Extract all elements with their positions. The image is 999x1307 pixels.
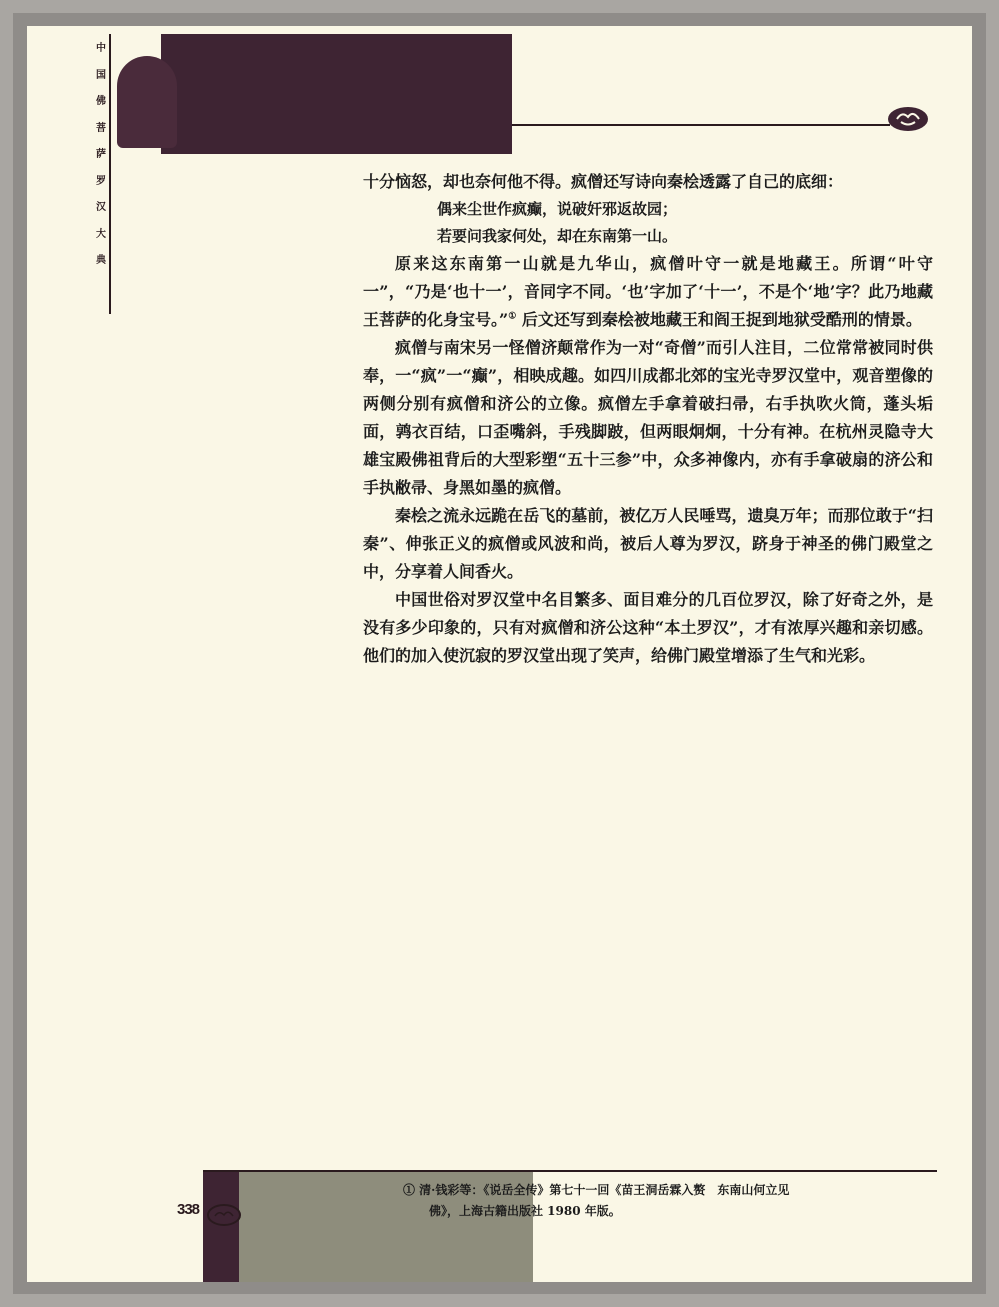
footer-dark-strip: [203, 1172, 239, 1282]
series-title-vertical: [93, 36, 109, 275]
series-title-char: 罗: [96, 175, 106, 187]
header-rule: [512, 124, 890, 126]
paragraph: 十分恼怒，却也奈何他不得。疯僧还写诗向秦桧透露了自己的底细：: [363, 172, 844, 191]
series-title-char: 典: [96, 255, 106, 266]
paragraph: 秦桧之流永远跪在岳飞的墓前，被亿万人民唾骂，遗臭万年；而那位敢于“扫秦”、伸张正义的疯僧或风波和尚，被后人尊为罗汉，跻身于神圣的佛门殿堂之中，分享着人间香火。: [363, 506, 933, 581]
poem-line: 若要问我家何处，却在东南第一山。: [437, 227, 678, 245]
paragraph-text: 原来这东南第一山就是九华山，疯僧叶守一就是地藏王。所谓“叶守一”，“乃是‘也十一’，音同字不同。‘也’字加了‘十一’，不是个‘地’字？此乃地藏王菩萨的化身宝号。”: [363, 254, 933, 329]
footnote-reference: ①: [508, 311, 517, 322]
page-number: 338: [177, 1201, 200, 1218]
page-cloud-ornament-icon: [207, 1204, 241, 1226]
main-text: [363, 168, 933, 670]
footnote: [403, 1180, 943, 1222]
series-title-char: 菩: [96, 122, 106, 134]
paragraph-text: 后文还写到秦桧被地藏王和阎王捉到地狱受酷刑的情景。: [521, 310, 922, 329]
book-page: [27, 26, 972, 1282]
header-image-block: [161, 34, 512, 154]
series-title-char: 中: [96, 43, 106, 54]
paragraph: 疯僧与南宋另一怪僧济颠常作为一对“奇僧”而引人注目，二位常常被同时供奉，一“疯”一“癫”，相映成趣。如四川成都北郊的宝光寺罗汉堂中，观音塑像的两侧分别有疯僧和济公的立像。疯僧左手拿着破扫帚，右手执吹火筒，蓬头垢面，鹑衣百结，口歪嘴斜，手残脚跛，但两眼炯炯，十分有神。在杭州灵隐寺大雄宝殿佛祖背后的大型彩塑“五十三参”中，众多神像内，亦有手拿破扇的济公和手执敝帚、身黑如墨的疯僧。: [363, 338, 933, 497]
paragraph: [363, 250, 933, 334]
footnote-rule: [203, 1170, 937, 1172]
series-title-char: 国: [96, 69, 106, 81]
buddha-silhouette: [117, 56, 177, 148]
series-title-char: 佛: [96, 96, 106, 107]
margin-rule: [109, 34, 111, 314]
paragraph: 中国世俗对罗汉堂中名目繁多、面目难分的几百位罗汉，除了好奇之外，是没有多少印象的，只有对疯僧和济公这种“本土罗汉”，才有浓厚兴趣和亲切感。他们的加入使沉寂的罗汉堂出现了笑声，给佛门殿堂增添了生气和光彩。: [363, 590, 933, 665]
series-title-char: 汉: [96, 202, 106, 213]
footnote-line: ① 清·钱彩等：《说岳全传》第七十一回《苗王洞岳霖入赘 东南山何立见: [403, 1183, 790, 1197]
series-title-char: 萨: [96, 149, 106, 160]
series-title-char: 大: [96, 228, 106, 240]
poem-line: 偶来尘世作疯癫，说破奸邪返故园；: [437, 200, 678, 218]
footnote-line: 佛》，上海古籍出版社 1980 年版。: [429, 1204, 621, 1218]
cloud-ornament-icon: [887, 106, 929, 132]
